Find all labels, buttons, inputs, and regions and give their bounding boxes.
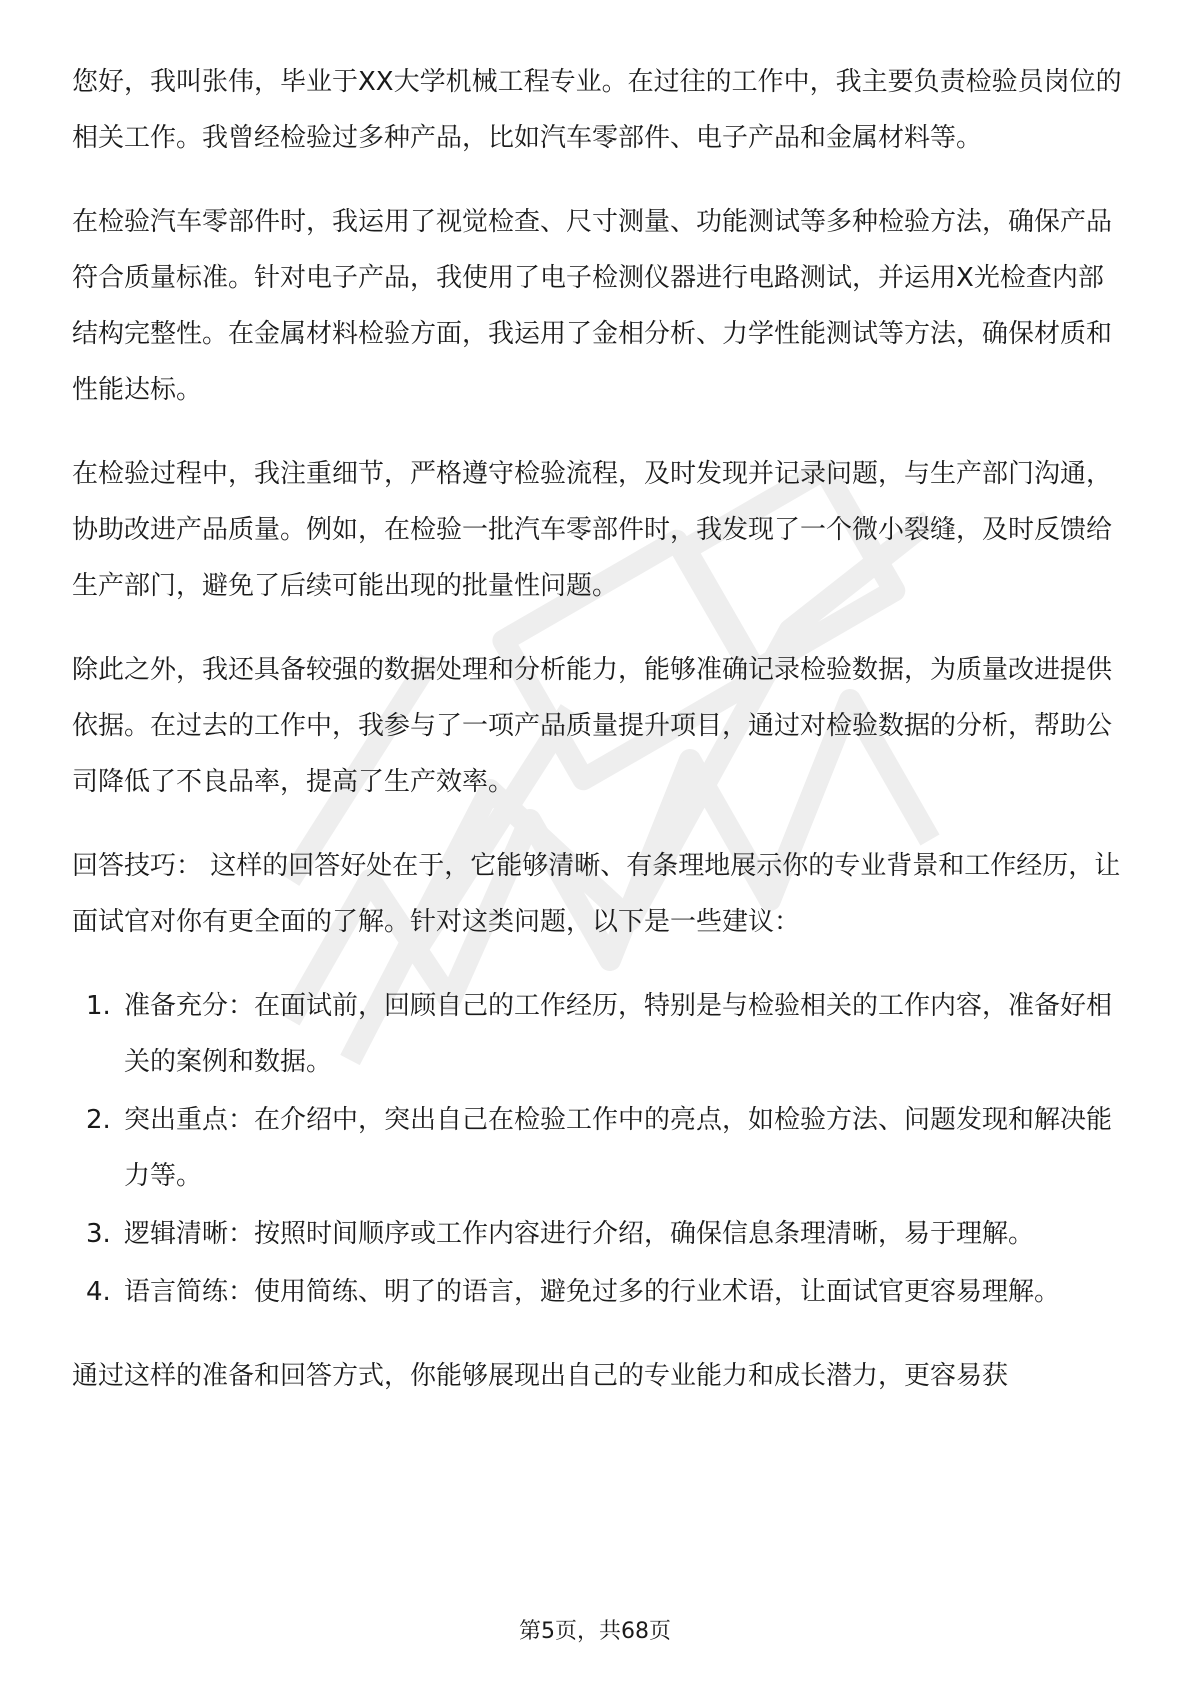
list-item	[72, 1206, 1122, 1262]
paragraph-closing: 通过这样的准备和回答方式，你能够展现出自己的专业能力和成长潜力，更容易获	[72, 1361, 1009, 1391]
list-item-text: 准备充分：在面试前，回顾自己的工作经历，特别是与检验相关的工作内容，准备好相关的案例和数据。	[124, 991, 1113, 1077]
paragraph-methods: 在检验汽车零部件时，我运用了视觉检查、尺寸测量、功能测试等多种检验方法，确保产品符合质量标准。针对电子产品，我使用了电子检测仪器进行电路测试，并运用X光检查内部结构完整性。在金属材料检验方面，我运用了金相分析、力学性能测试等方法，确保材质和性能达标。	[72, 207, 1113, 405]
paragraph-process: 在检验过程中，我注重细节，严格遵守检验流程，及时发现并记录问题，与生产部门沟通，协助改进产品质量。例如，在检验一批汽车零部件时，我发现了一个微小裂缝，及时反馈给生产部门，避免了后续可能出现的批量性问题。	[72, 459, 1113, 601]
list-item	[72, 978, 1122, 1090]
list-item-text: 突出重点：在介绍中，突出自己在检验工作中的亮点，如检验方法、问题发现和解决能力等。	[124, 1105, 1113, 1191]
document-body	[72, 54, 1122, 1404]
list-item	[72, 1264, 1122, 1320]
list-item-number: 2.	[86, 1105, 111, 1135]
list-item-number: 4.	[86, 1277, 111, 1307]
list-item-text: 逻辑清晰：按照时间顺序或工作内容进行介绍，确保信息条理清晰，易于理解。	[124, 1219, 1035, 1249]
list-item-number: 3.	[86, 1219, 111, 1249]
list-item	[72, 1092, 1122, 1204]
paragraph-intro: 您好，我叫张伟，毕业于XX大学机械工程专业。在过往的工作中，我主要负责检验员岗位的相关工作。我曾经检验过多种产品，比如汽车零部件、电子产品和金属材料等。	[72, 67, 1122, 153]
page-number: 第5页，共68页	[519, 1619, 671, 1644]
paragraph-answer-tips: 回答技巧： 这样的回答好处在于，它能够清晰、有条理地展示你的专业背景和工作经历，让面试官对你有更全面的了解。针对这类问题，以下是一些建议：	[72, 851, 1121, 937]
list-item-number: 1.	[86, 991, 111, 1021]
paragraph-data-skills: 除此之外，我还具备较强的数据处理和分析能力，能够准确记录检验数据，为质量改进提供依据。在过去的工作中，我参与了一项产品质量提升项目，通过对检验数据的分析，帮助公司降低了不良品率，提高了生产效率。	[72, 655, 1113, 797]
list-item-text: 语言简练：使用简练、明了的语言，避免过多的行业术语，让面试官更容易理解。	[124, 1277, 1061, 1307]
tips-list	[72, 978, 1122, 1320]
